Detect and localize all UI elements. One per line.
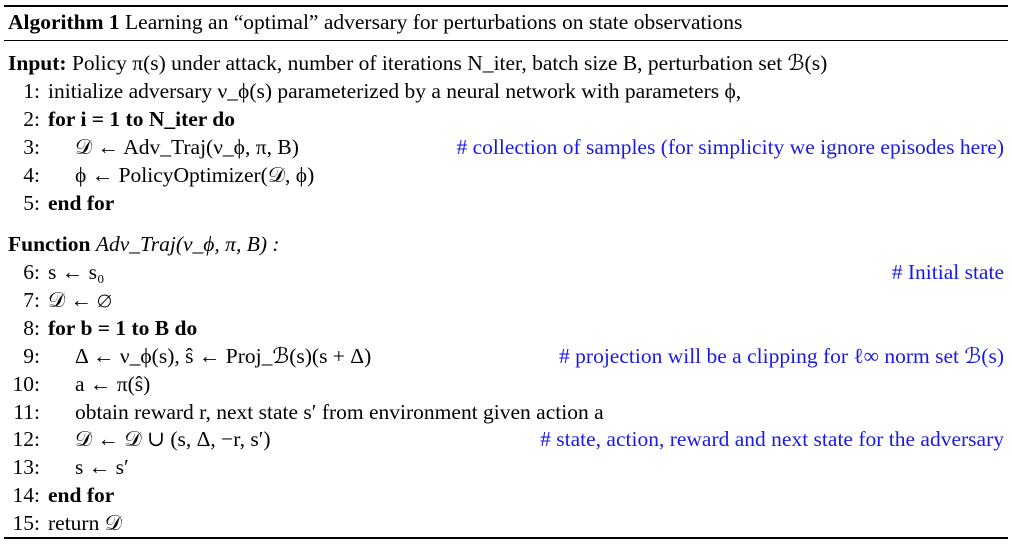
- algo-line-10: [0, 370, 1012, 398]
- algo-line-8: [0, 314, 1012, 342]
- algo-line-13: [0, 453, 1012, 481]
- line-code: initialize adversary ν_ϕ(s) parameterized by a neural network with parameters ϕ,: [48, 79, 742, 103]
- function-signature: Adv_Traj(ν_ϕ, π, B) :: [95, 232, 280, 256]
- function-label: Function: [8, 232, 91, 256]
- line-code: 𝒟 ← 𝒟 ∪ (s, Δ, −r, s′): [75, 427, 271, 451]
- line-number: 7:: [23, 288, 40, 312]
- line-code: obtain reward r, next state s′ from environment given action a: [75, 400, 604, 424]
- algo-line-5: [0, 189, 1012, 217]
- algo-line-11: [0, 398, 1012, 426]
- line-number: 15:: [12, 511, 40, 535]
- line-number: 3:: [23, 135, 40, 159]
- algo-line-2: [0, 105, 1012, 133]
- line-code: ϕ ← PolicyOptimizer(𝒟, ϕ): [75, 163, 315, 187]
- line-number: 6:: [23, 260, 40, 284]
- line-code: Δ ← ν_ϕ(s), ŝ ← Proj_ℬ(s)(s + Δ): [75, 344, 372, 368]
- line-code: 𝒟 ← Adv_Traj(ν_ϕ, π, B): [75, 135, 299, 159]
- algorithm-label: Algorithm 1: [8, 10, 120, 34]
- function-header: [0, 230, 1012, 258]
- algo-line-6: [0, 258, 1012, 286]
- line-code: return 𝒟: [48, 511, 122, 535]
- line-code: s ← s₀: [48, 260, 105, 284]
- line-comment: # collection of samples (for simplicity we ignore episodes here): [456, 135, 1004, 159]
- header-rule: [4, 40, 1008, 41]
- line-number: 2:: [23, 107, 40, 131]
- algo-line-4: [0, 161, 1012, 189]
- input-label: Input:: [8, 51, 67, 75]
- line-code: end for: [48, 191, 115, 215]
- algo-line-7: [0, 286, 1012, 314]
- algo-line-9: [0, 342, 1012, 370]
- line-number: 13:: [12, 455, 40, 479]
- line-code: a ← π(ŝ): [75, 372, 151, 396]
- algorithm-title: [0, 8, 1012, 36]
- line-code: 𝒟 ← ∅: [48, 288, 112, 312]
- line-number: 12:: [12, 427, 40, 451]
- algorithm-caption: Learning an “optimal” adversary for perturbations on state observations: [125, 10, 743, 34]
- algo-line-3: [0, 133, 1012, 161]
- algo-line-14: [0, 481, 1012, 509]
- line-comment: # Initial state: [891, 260, 1004, 284]
- input-text: Policy π(s) under attack, number of iterations N_iter, batch size B, perturbation set ℬ(s): [71, 51, 828, 75]
- bottom-rule: [4, 537, 1008, 539]
- line-number: 4:: [23, 163, 40, 187]
- line-number: 5:: [23, 191, 40, 215]
- algo-line-1: [0, 77, 1012, 105]
- line-code: end for: [48, 483, 115, 507]
- algo-line-12: [0, 425, 1012, 453]
- line-code: s ← s′: [75, 455, 129, 479]
- line-number: 10:: [12, 372, 40, 396]
- line-number: 14:: [12, 483, 40, 507]
- line-code: for b = 1 to B do: [48, 316, 198, 340]
- algo-line-15: [0, 509, 1012, 537]
- line-number: 8:: [23, 316, 40, 340]
- line-number: 11:: [13, 400, 40, 424]
- top-rule: [4, 5, 1008, 7]
- line-comment: # state, action, reward and next state for the adversary: [540, 427, 1004, 451]
- line-comment: # projection will be a clipping for ℓ∞ norm set ℬ(s): [559, 344, 1004, 368]
- line-code: for i = 1 to N_iter do: [48, 107, 236, 131]
- line-number: 9:: [23, 344, 40, 368]
- input-line: [0, 49, 1012, 77]
- line-number: 1:: [23, 79, 40, 103]
